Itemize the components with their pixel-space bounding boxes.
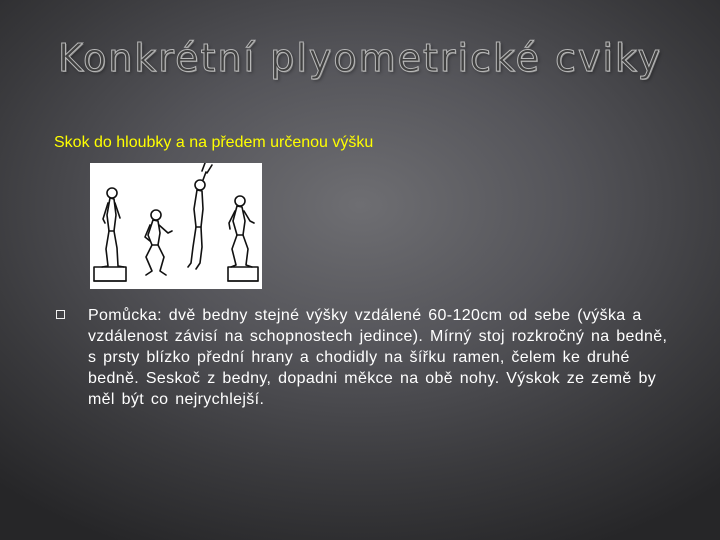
slide-title: Konkrétní plyometrické cviky [57,36,663,80]
bullet-text: Pomůcka: dvě bedny stejné výšky vzdálené 60-120cm od sebe (výška a vzdálenost závisí na schopnostech jedince). Mírný stoj rozkročný na bedně, s prsty blízko přední hrany a chodidly na šířku ramen, čelem ke druhé bedně. Seskoč z bedny, dopadni měkce na obě nohy. Výskok ze země by měl být co nejrychlejší. [88,307,668,408]
athlete-standing-figure [102,188,124,267]
athlete-landed-figure [229,196,254,267]
slide-subtitle: Skok do hloubky a na předem určenou výšku [54,134,374,151]
target-box [228,267,258,281]
athlete-landing-figure [145,210,172,275]
hollow-square-bullet-icon [56,310,65,319]
start-box [94,267,126,281]
depth-jump-illustration [90,163,262,289]
athlete-jumping-figure [188,163,212,269]
